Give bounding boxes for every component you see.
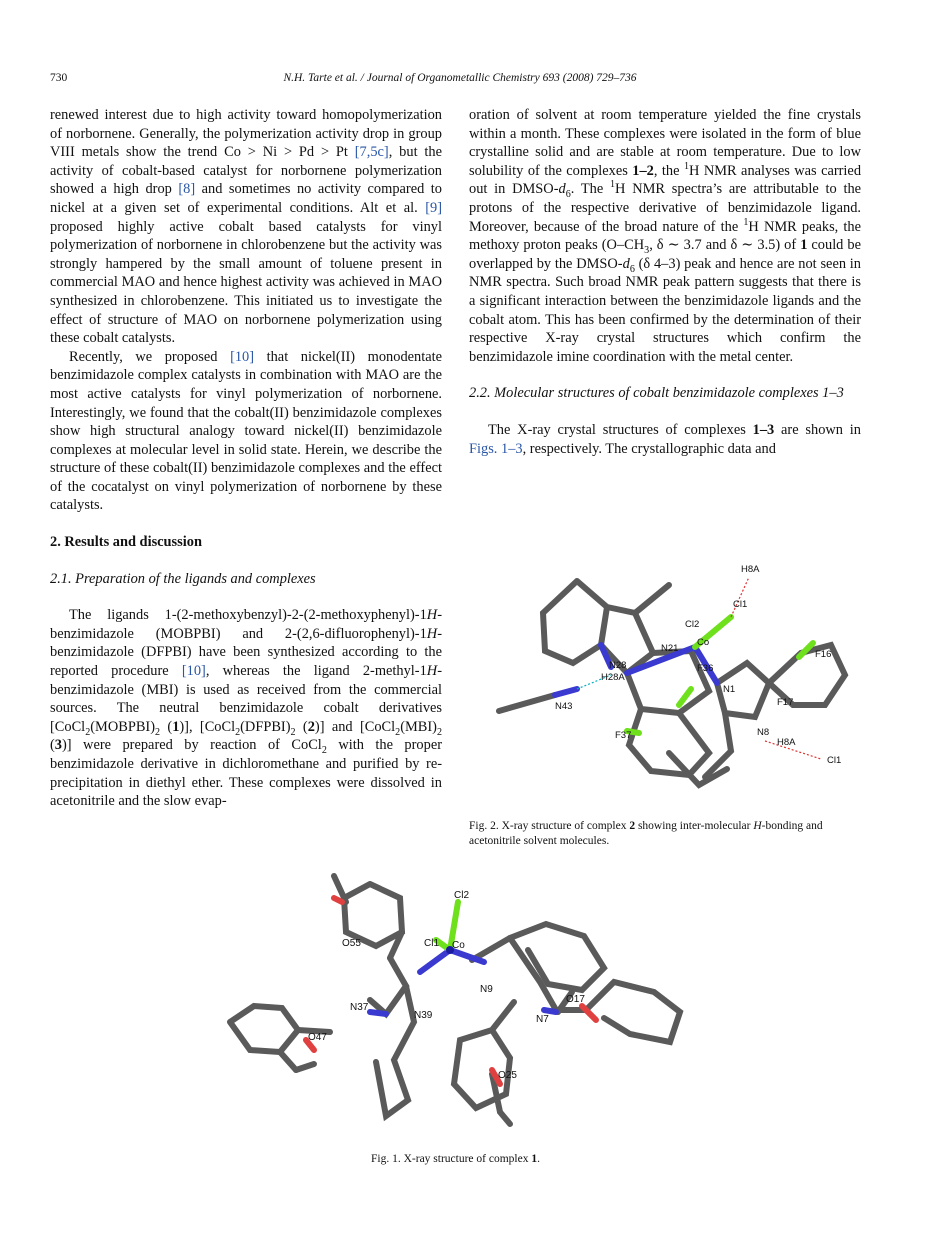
fig2-label: H8A	[777, 737, 796, 748]
fig1-label: N7	[536, 1014, 549, 1025]
fig2-label: Cl1	[733, 599, 748, 610]
running-title: N.H. Tarte et al. / Journal of Organometallic Chemistry 693 (2008) 729–736	[283, 72, 637, 84]
paragraph-recently: Recently, we proposed [10] that nickel(II) monodentate benzimidazole complex catalysts in combination with MAO are the most active catalysts for vinyl polymerization of norbornene. Interestingly, we found that the cobalt(II) benzimidazole complexes show high structural analogy toward nickel(II) benzimidazole complexes at molecular level in solid state. Herein, we describe the structure of these cobalt(II) benzimidazole complexes and the effect of the cocatalyst on vinyl polymerization of norbornene by these catalysts.	[50, 348, 442, 514]
fig1-label: N37	[350, 1002, 369, 1013]
paragraph-intro-continued: renewed interest due to high activity toward homopolymerization of norbornene. Generally, the polymerization activity drop in group VIII metals show the trend Co > Ni > Pd > Pt [7,5c], but the activity of cobalt-based catalyst for norbornene polymerization showed a high drop [8] and sometimes no activity compared to nickel at a given set of experimental conditions. Alt et al. [9] proposed highly active cobalt based catalysts for vinyl polymerization of norbornene in chlorobenzene but the activity was strongly hampered by the small amount of toluene present in commercial MAO and hence highest activity was achieved in MAO synthesized in chlorobenzene. This initiated us to investigate the effect of structure of MAO on norbornene polymerization using these cobalt catalysts.	[50, 107, 442, 347]
right-column	[469, 106, 861, 458]
paragraph-preparation: The ligands 1-(2-methoxybenzyl)-2-(2-methoxyphenyl)-1H-benzimidazole (MOBPBI) and 2-(2,6-difluorophenyl)-1H-benzimidazole (DFPBI) have been synthesized according to the reported procedure [10], whereas the ligand 2-methyl-1H-benzimidazole (MBI) is used as received from the commercial sources. The neutral benzimidazole cobalt derivatives [$CoCl_2(MOBPBI)_2$ (1)], [$CoCl_2(DFPBI)_2$ (2)] and [$CoCl_2(MBI)_2$ (3)] were prepared by reaction of CoCl$_2$ with the proper benzimidazole derivative in dichloromethane and purified by re-precipitation in diethyl ether. These complexes were dissolved in acetonitrile and the slow evap-	[50, 607, 443, 810]
fig1-label: Cl2	[454, 890, 470, 901]
fig2-label: N21	[661, 643, 679, 654]
figure-2-structure	[469, 555, 869, 817]
fig2-label: N1	[723, 684, 736, 695]
fig2-label: Cl1	[827, 755, 842, 766]
fig1-label: O17	[566, 994, 585, 1005]
figure-1-structure	[210, 862, 710, 1134]
fig2-label: F37	[615, 730, 632, 741]
citation-link[interactable]: [10]	[230, 348, 255, 365]
citation-link[interactable]: [8]	[178, 181, 196, 198]
fig1-label: O25	[498, 1070, 517, 1081]
fig1-label: Cl1	[424, 938, 440, 949]
paragraph-crystals: oration of solvent at room temperature yielded the fine crystals within a month. These complexes were isolated in the form of blue crystalline solid and are stable at room temperature. Due to low solubility of the complexes 1–2, the $^1$H NMR analyses was carried out in DMSO-$d_6$. The $^1$H NMR spectra’s are attributable to the protons of the respective derivative of benzimidazole ligand. Moreover, because of the broad nature of the $^1$H NMR peaks, the methoxy proton peaks ($O-CH_3$, δ ∼ 3.7 and δ ∼ 3.5) of 1 could be overlapped by the DMSO-$d_6$ (δ 4–3) peak and hence are not seen in NMR spectra. Such broad NMR peak pattern suggests that there is a significant interaction between the benzimidazole ligands and the cobalt atom. This has been confirmed by the determination of their respective X-ray crystal structures which confirm the benzimidazole imine coordination with the metal center.	[469, 107, 862, 365]
fig2-label: Co	[697, 637, 710, 648]
paragraph-xray: The X-ray crystal structures of complexes 1–3 are shown in Figs. 1–3, respectively. The crystallographic data and	[469, 421, 861, 457]
fig1-label: O55	[342, 938, 361, 949]
fig2-label: H28A	[601, 672, 625, 683]
section-heading: 2. Results and discussion	[50, 534, 202, 551]
fig2-label: N8	[757, 727, 770, 738]
subsection-heading: 2.2. Molecular structures of cobalt benzimidazole complexes 1–3	[469, 385, 844, 402]
citation-link[interactable]: [7,5c]	[354, 144, 389, 161]
citation-link[interactable]: [10]	[181, 663, 206, 680]
citation-link[interactable]: [9]	[425, 199, 442, 216]
fig1-label: N9	[480, 984, 493, 995]
figure-2-caption: Fig. 2. X-ray structure of complex 2 showing inter-molecular H-bonding and acetonitrile solvent molecules.	[469, 820, 823, 847]
fig1-label: O47	[308, 1032, 327, 1043]
fig2-label: H8A	[741, 564, 760, 575]
fig2-label: F36	[697, 663, 714, 674]
fig2-label: Cl2	[685, 619, 700, 630]
fig2-label: N43	[555, 701, 573, 712]
figure-1-caption: Fig. 1. X-ray structure of complex 1.	[371, 1153, 540, 1165]
figure-link[interactable]: Figs. 1–3	[469, 440, 523, 457]
fig2-bonds	[499, 581, 845, 785]
subsection-heading: 2.1. Preparation of the ligands and complexes	[50, 570, 316, 587]
fig2-label: N28	[609, 660, 627, 671]
left-column	[50, 106, 442, 811]
fig1-label: Co	[452, 940, 465, 951]
fig2-label: F17	[777, 697, 794, 708]
fig1-label: N39	[414, 1010, 433, 1021]
page-number: 730	[50, 72, 68, 84]
fig2-label: F16	[815, 649, 832, 660]
running-header	[50, 72, 870, 92]
